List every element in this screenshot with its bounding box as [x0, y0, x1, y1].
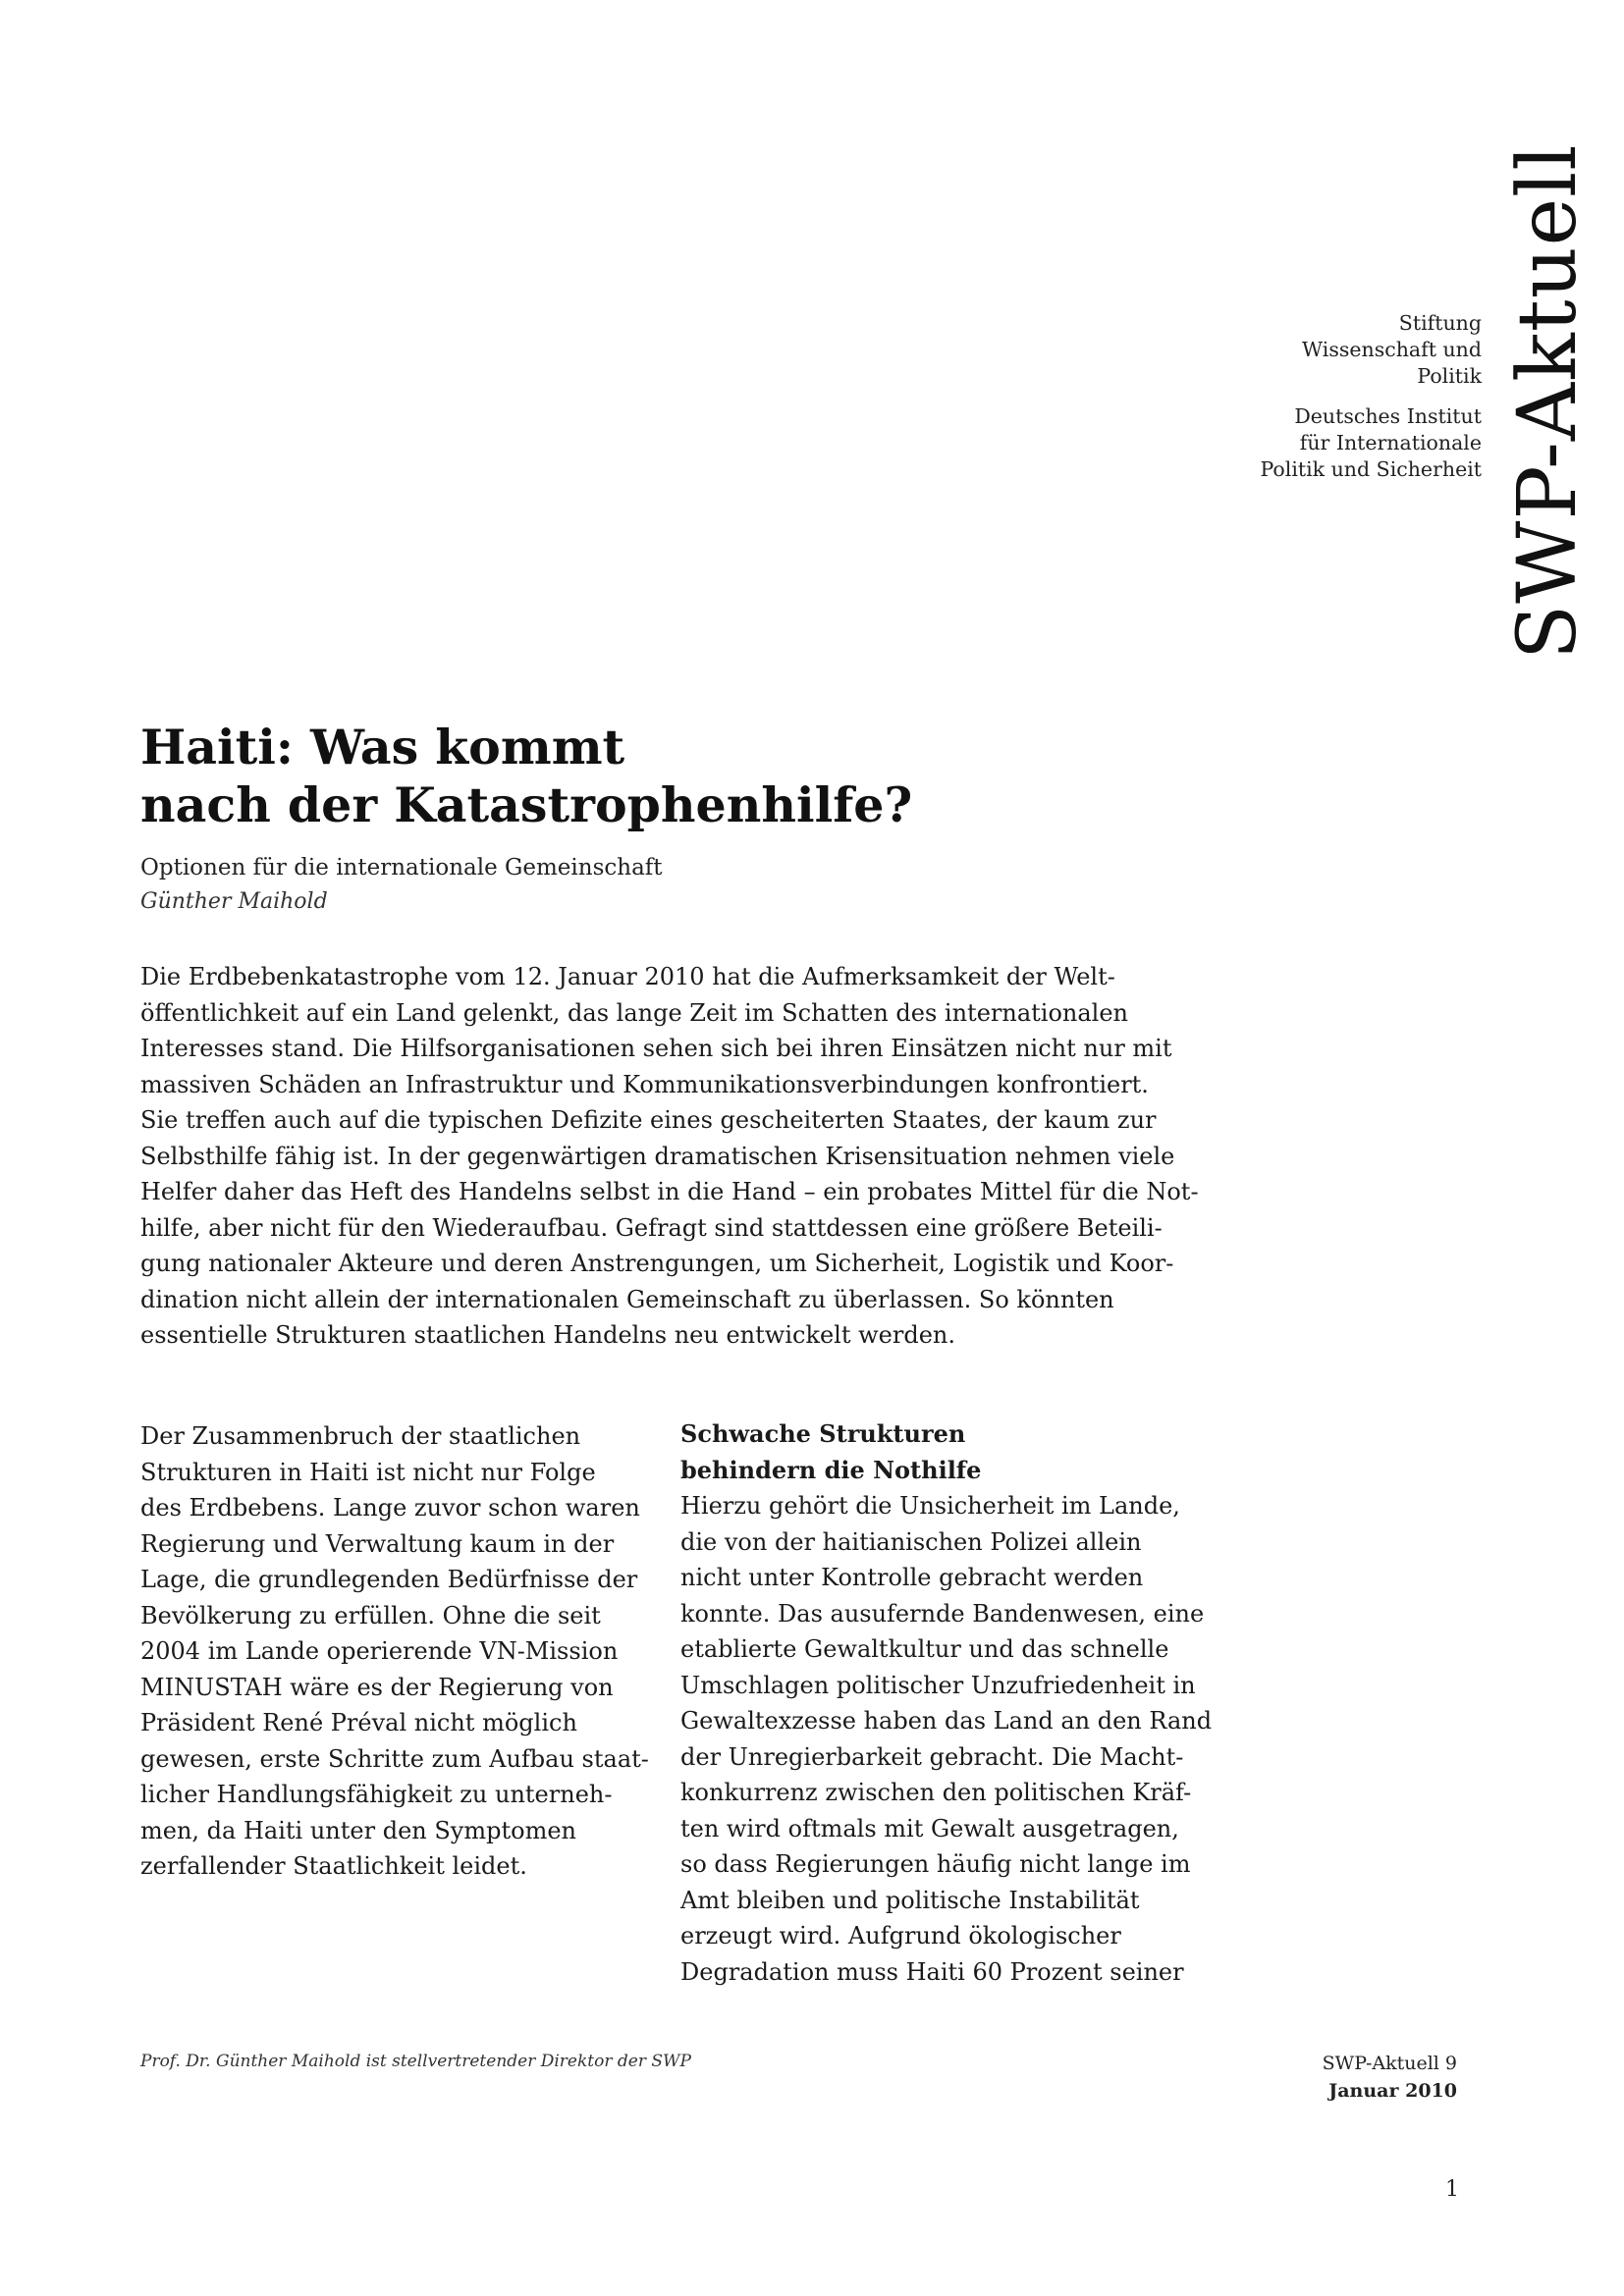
- text-line: 2004 im Lande operierende VN-Mission: [140, 1637, 619, 1665]
- text-line: Regierung und Verwaltung kaum in der: [140, 1529, 615, 1558]
- text-line: die von der haitianischen Polizei allein: [680, 1527, 1142, 1556]
- text-line: Helfer daher das Heft des Handelns selbst in die Hand – ein probates Mittel für die Not-: [140, 1178, 1199, 1205]
- text-line: gung nationaler Akteure und deren Anstrengungen, um Sicherheit, Logistik und Koor-: [140, 1250, 1174, 1277]
- section-heading: behindern die Nothilfe: [680, 1455, 982, 1484]
- text-line: hilfe, aber nicht für den Wiederaufbau. Gefragt sind stattdessen eine größere Beteili-: [140, 1213, 1163, 1242]
- text-line: konnte. Das ausufernde Bandenwesen, eine: [680, 1599, 1205, 1628]
- lead-paragraph: [140, 959, 1199, 1354]
- text-line: gewesen, erste Schritte zum Aufbau staat-: [140, 1744, 649, 1773]
- title-line: nach der Katastrophenhilfe?: [140, 776, 913, 833]
- text-line: Amt bleiben und politische Instabilität: [680, 1886, 1140, 1914]
- text-line: Lage, die grundlegenden Bedürfnisse der: [140, 1566, 638, 1593]
- text-line: Die Erdbebenkatastrophe vom 12. Januar 2010 hat die Aufmerksamkeit der Welt-: [140, 963, 1115, 990]
- author-name: Günther Maihold: [140, 889, 328, 914]
- text-line: so dass Regierungen häufig nicht lange im: [680, 1850, 1191, 1878]
- text-line: Degradation muss Haiti 60 Prozent seiner: [680, 1957, 1184, 1986]
- organization-name: [1128, 310, 1482, 483]
- text-line: men, da Haiti unter den Symptomen: [140, 1816, 576, 1844]
- text-line: erzeugt wird. Aufgrund ökologischer: [680, 1922, 1121, 1949]
- org-line: Politik und Sicherheit: [1260, 457, 1482, 481]
- text-line: konkurrenz zwischen den politischen Kräf-: [680, 1779, 1192, 1806]
- org-line: Stiftung: [1398, 311, 1482, 335]
- series-info: [1323, 2050, 1457, 2105]
- series-date: Januar 2010: [1328, 2080, 1457, 2102]
- text-line: Hierzu gehört die Unsicherheit im Lande,: [680, 1492, 1180, 1520]
- text-line: Strukturen in Haiti ist nicht nur Folge: [140, 1458, 596, 1486]
- text-line: nicht unter Kontrolle gebracht werden: [680, 1564, 1144, 1591]
- page-number: 1: [1445, 2177, 1459, 2202]
- org-line: Deutsches Institut: [1294, 404, 1482, 428]
- text-line: Selbsthilfe fähig ist. In der gegenwärtigen dramatischen Krisensituation nehmen viele: [140, 1142, 1175, 1170]
- text-line: ten wird oftmals mit Gewalt ausgetragen,: [680, 1814, 1179, 1842]
- text-line: licher Handlungsfähigkeit zu unterneh-: [140, 1781, 613, 1808]
- text-line: dination nicht allein der internationalen Gemeinschaft zu überlassen. So könnten: [140, 1285, 1114, 1313]
- text-line: Gewaltexzesse haben das Land an den Rand: [680, 1707, 1213, 1735]
- org-line: Politik: [1417, 364, 1482, 388]
- text-line: massiven Schäden an Infrastruktur und Kommunikationsverbindungen konfrontiert.: [140, 1070, 1149, 1098]
- section-body: [680, 1488, 1211, 1990]
- text-line: Umschlagen politischer Unzufriedenheit in: [680, 1671, 1196, 1699]
- org-line: Wissenschaft und: [1302, 338, 1482, 361]
- text-line: Präsident René Préval nicht möglich: [140, 1709, 577, 1736]
- text-line: Sie treffen auch auf die typischen Defizite eines gescheiterten Staates, der kaum zur: [140, 1106, 1157, 1134]
- text-line: des Erdbebens. Lange zuvor schon waren: [140, 1494, 640, 1522]
- text-line: Bevölkerung zu erfüllen. Ohne die seit: [140, 1601, 601, 1629]
- text-line: öffentlichkeit auf ein Land gelenkt, das lange Zeit im Schatten des internationalen: [140, 998, 1129, 1027]
- page-title: [140, 719, 912, 834]
- text-line: essentielle Strukturen staatlichen Handelns neu entwickelt werden.: [140, 1321, 956, 1349]
- body-column-left: [140, 1418, 671, 1885]
- brand-wordmark: SWP-Aktuell: [1501, 143, 1595, 660]
- text-line: Der Zusammenbruch der staatlichen: [140, 1422, 581, 1450]
- body-column-right: [680, 1416, 1211, 1990]
- subtitle: Optionen für die internationale Gemeinschaft: [140, 855, 663, 881]
- text-line: MINUSTAH wäre es der Regierung von: [140, 1673, 614, 1701]
- title-line: Haiti: Was kommt: [140, 719, 625, 775]
- text-line: zerfallender Staatlichkeit leidet.: [140, 1852, 527, 1880]
- text-line: Interesses stand. Die Hilfsorganisationen sehen sich bei ihren Einsätzen nicht nur mit: [140, 1035, 1172, 1062]
- series-name: SWP-Aktuell 9: [1322, 2053, 1457, 2074]
- section-heading: Schwache Strukturen: [680, 1419, 966, 1448]
- org-line: für Internationale: [1299, 431, 1482, 454]
- text-line: der Unregierbarkeit gebracht. Die Macht-: [680, 1742, 1184, 1771]
- author-footnote: Prof. Dr. Günther Maihold ist stellvertretender Direktor der SWP: [140, 2052, 691, 2071]
- text-line: etablierte Gewaltkultur und das schnelle: [680, 1635, 1169, 1663]
